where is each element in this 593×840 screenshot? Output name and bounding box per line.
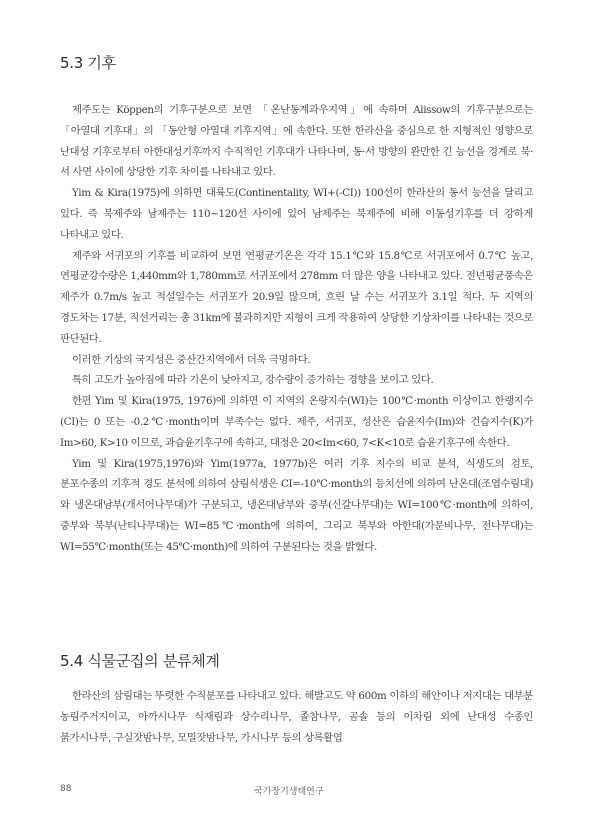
paragraph: Yim & Kira(1975)에 의하면 대륙도(Continentality, WI+(-CI)) 100선이 한라산의 동서 능선을 달리고 있다. 즉 북제주와 남제주는 110~120선 사이에 있어 남제주는 북제주에 비해 이동성기후를 더 강하게 나타내고 있다. — [60, 187, 533, 241]
paragraph: 제주와 서귀포의 기후를 비교하여 보면 연평균기온은 각각 15.1℃와 15.8℃로 서귀포에서 0.7℃ 높고, 연평균강수량은 1,440mm와 1,780mm로 서귀포에서 278mm 더 많은 양을 나타내고 있다. 전년평균풍속은 제주가 0.7m/s 높고 적설일수는 서귀포가 20.9일 많으며, 흐린 날 수는 서귀포가 3.1일 적다. 두 지역의 경도차는 17분, 직선거리는 총 31km에 불과하지만 지형이 크게 작용하여 상당한 기상차이를 나타내는 것으로 판단된다. — [60, 249, 533, 345]
page-number: 88 — [60, 784, 72, 794]
running-footer-title: 국가장기생태연구 — [254, 787, 324, 797]
section-body-climate — [60, 100, 533, 558]
section-body-plant-community — [60, 686, 533, 748]
section-heading-climate: 5.3 기후 — [60, 54, 116, 72]
paragraph: 이러한 기상의 국지성은 중산간지역에서 더욱 극명하다. — [72, 353, 311, 366]
paragraph: 특히 고도가 높아짐에 따라 기온이 낮아지고, 강수량이 증가하는 경향을 보이고 있다. — [72, 374, 434, 387]
paragraph: 제주도는 Köppen의 기후구분으로 보면 「온난동계과우지역」에 속하며 Alissow의 기후구분으로는 「아열대 기후대」의 「동안형 아열대 기후지역」에 속한다. 또한 한라산을 중심으로 한 지형적인 영향으로 난대성 기후로부터 아한대성기후까지 수직적인 기후대가 나타나며, 동·서 방향의 완만한 긴 능선을 경계로 북·서 사면 사이에 상당한 기후 차이를 나타내고 있다. — [60, 104, 533, 179]
paragraph: 한편 Yim 및 Kira(1975, 1976)에 의하면 이 지역의 온량지수(WI)는 100℃·month 이상이고 한랭지수(CI)는 0 또는 -0.2℃·month이며 부족수는 없다. 제주, 서귀포, 성산은 습윤지수(Im)와 건습지수(K)가 Im>60, K>10 이므로, 과습윤기후구에 속하고, 대정은 20<Im<60, 7<K<10로 습윤기후구에 속한다. — [60, 395, 533, 449]
paragraph: 한라산의 삼림대는 뚜렷한 수직분포를 나타내고 있다. 해발고도 약 600m 이하의 해안이나 저지대는 대부분 농림주거지이고, 아까시나무 식재림과 상수리나무, 졸참나무, 곰솔 등의 이차림 외에 난대성 수종인 붉가시나무, 구실잣밤나무, 모밀잣밤나무, 가시나무 등의 상록활엽 — [60, 690, 533, 744]
section-heading-plant-community: 5.4 식물군집의 분류체계 — [60, 652, 220, 670]
paragraph: Yim 및 Kira(1975,1976)와 Yim(1977a, 1977b)은 여러 기후 지수의 비교 분석, 식생도의 검토, 분포수종의 기후적 경도 분석에 의하여 삼림식생은 CI=-10℃·month의 등치선에 의하여 난온대(조엽수림대)와 냉온대남부(개서어나무대)가 구분되고, 냉온대남부와 중부(신갈나무대)는 WI=100℃·month에 의하여, 중부와 북부(난티나무대)는 WI=85℃·month에 의하여, 그리고 북부와 아한대(가문비나무, 전나무대)는 WI=55℃·month(또는 45℃·month)에 의하여 구분된다는 것을 밝혔다. — [60, 457, 533, 553]
